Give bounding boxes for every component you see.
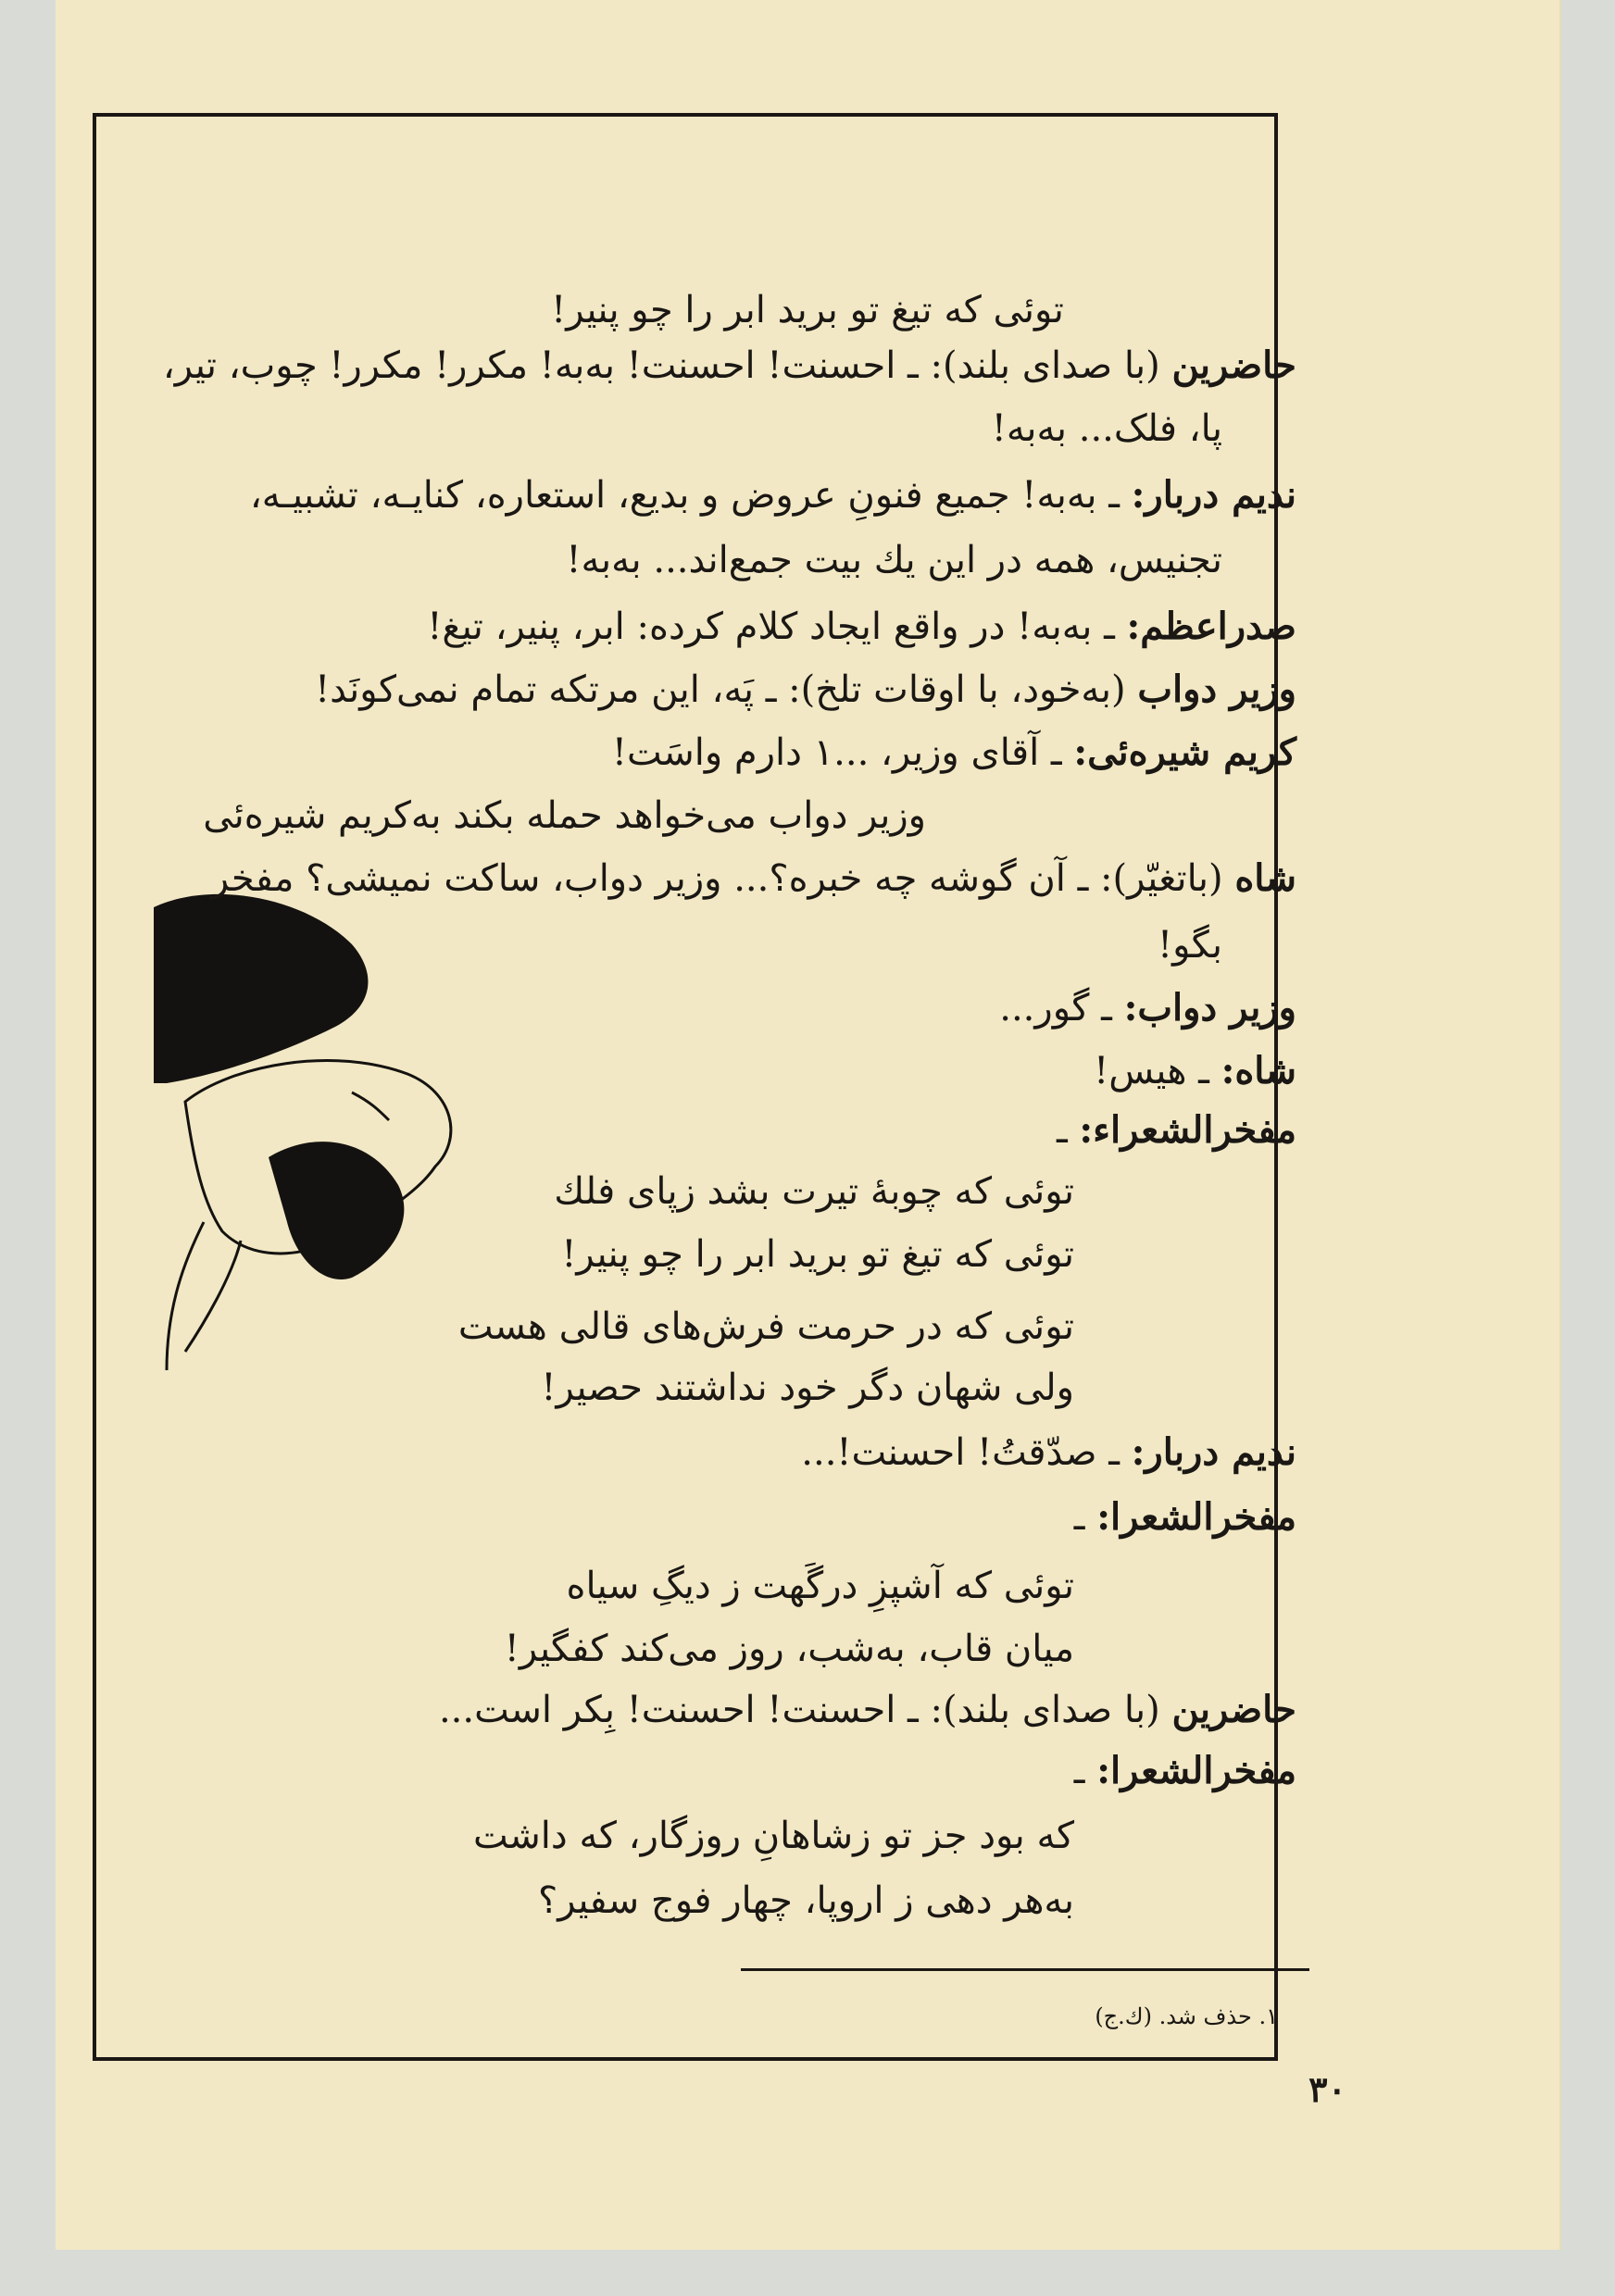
speaker-label: شاه: xyxy=(1221,1049,1296,1092)
dialogue-line-12: وزیر دواب: ـ گور... xyxy=(999,986,1296,1029)
verse-line-18: ولی شهان دگر خود نداشتند حصیر! xyxy=(541,1366,1074,1409)
footnote: ۱. حذف شد. (ك.ج) xyxy=(1095,2003,1278,2029)
dialogue-line-7: وزیر دواب (به‌خود، با اوقات تلخ): ـ پَه، این مرتکه تمام نمی‌کونَد! xyxy=(315,668,1296,711)
speaker-label: مفخرالشعرا: xyxy=(1096,1749,1296,1792)
dialogue-line-13: شاه: ـ هیس! xyxy=(1094,1049,1296,1092)
dialogue-line-23: حاضرین (با صدای بلند): ـ احسنت! احسنت! بِکر است... xyxy=(438,1688,1296,1731)
verse-line-17: توئی که در حرمت فرش‌های قالی هست xyxy=(457,1305,1074,1348)
verse-line-16: توئی که تیغ تو برید ابر را چو پنیر! xyxy=(561,1233,1074,1276)
speaker-label: مفخرالشعرا: xyxy=(1096,1495,1296,1539)
speaker-label: حاضرین xyxy=(1171,1688,1296,1731)
verse-line-1: توئی که تیغ تو برید ابر را چو پنیر! xyxy=(551,289,1064,331)
dialogue-line-2: حاضرین (با صدای بلند): ـ احسنت! احسنت! به‌به! مکرر! مکرر! چوب، تیر، xyxy=(162,343,1296,387)
verse-line-15: توئی که چوبهٔ تیرت بشد زپای فلك xyxy=(554,1170,1074,1213)
dialogue-line-20: مفخرالشعرا: ـ xyxy=(1073,1495,1296,1539)
dialogue-line-24: مفخرالشعرا: ـ xyxy=(1073,1749,1296,1792)
verse-line-21: توئی که آشپزِ درگَهت ز دیگِ سیاه xyxy=(566,1565,1074,1607)
dialogue-line-14: مفخرالشعراء: ـ xyxy=(1056,1108,1296,1152)
stage-direction: وزیر دواب می‌خواهد حمله بکند به‌کریم شیره‌ئی xyxy=(203,794,926,837)
illustration-man-drawing xyxy=(148,889,482,1389)
speaker-label: ندیم دربار: xyxy=(1131,1430,1296,1474)
page-number: ۳۰ xyxy=(1308,2068,1346,2110)
dialogue-line-3: پا، فلک... به‌به! xyxy=(991,407,1222,450)
speaker-label: ندیم دربار: xyxy=(1131,473,1296,517)
verse-line-22: میان قاب، به‌شب، روز می‌کند کفگیر! xyxy=(504,1628,1074,1670)
verse-line-26: به‌هر دهی ز اروپا، چهار فوج سفیر؟ xyxy=(538,1879,1074,1922)
dialogue-line-5: تجنیس، همه در این یك بیت جمع‌اند... به‌به! xyxy=(566,539,1222,581)
speaker-label: مفخرالشعراء: xyxy=(1079,1108,1296,1152)
speaker-label: وزیر دواب xyxy=(1137,668,1296,711)
dialogue-line-11: بگو! xyxy=(1158,924,1222,967)
speaker-label: صدراعظم: xyxy=(1126,605,1296,648)
verse-line-25: که بود جز تو زشاهانِ روزگار، که داشت xyxy=(473,1815,1074,1857)
dialogue-line-6: صدراعظم: ـ به‌به! در واقع ایجاد کلام کرده: ابر، پنیر، تیغ! xyxy=(427,605,1296,648)
speaker-label: کریم شیره‌ئی: xyxy=(1073,730,1296,774)
speaker-label: وزیر دواب: xyxy=(1123,986,1296,1029)
speaker-label: حاضرین xyxy=(1171,343,1296,387)
footnote-rule xyxy=(741,1968,1309,1971)
dialogue-line-19: ندیم دربار: ـ صدّقتُ! احسنت!... xyxy=(801,1430,1296,1474)
speaker-label: شاه xyxy=(1234,856,1296,900)
dialogue-line-10: شاه (باتغیّر): ـ آن گوشه چه خبره؟... وزیر دواب، ساکت نمیشی؟ مفخر xyxy=(210,856,1296,900)
dialogue-line-8: کریم شیره‌ئی: ـ آقای وزیر، ...۱ دارم واسَت! xyxy=(611,730,1296,774)
dialogue-line-4: ندیم دربار: ـ به‌به! جمیع فنونِ عروض و بدیع، استعاره، کنایـه، تشبیـه، xyxy=(249,473,1296,517)
